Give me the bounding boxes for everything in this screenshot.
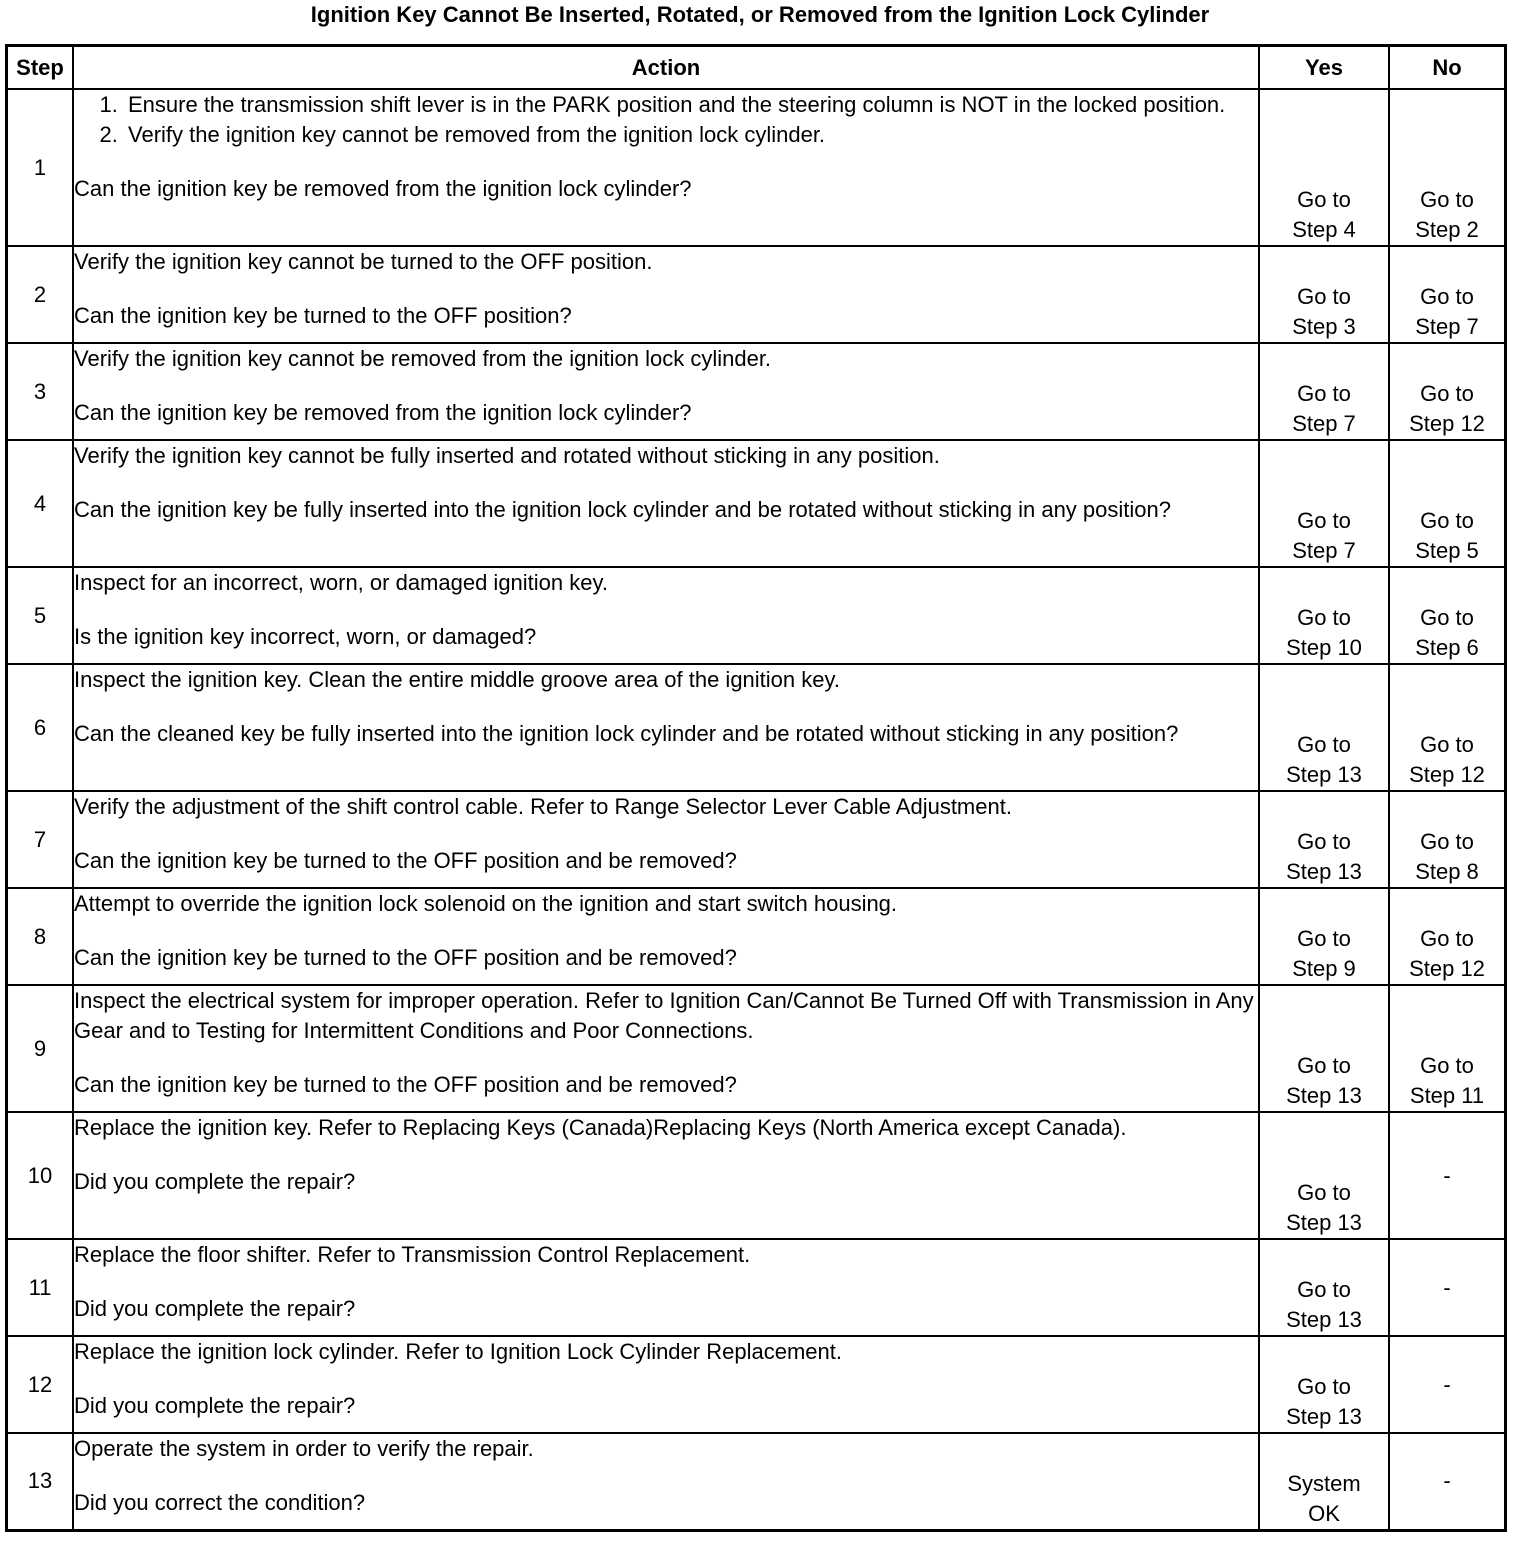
spacer xyxy=(74,695,1258,719)
step-number: 2 xyxy=(7,246,74,343)
action-question: Can the ignition key be removed from the ignition lock cylinder? xyxy=(74,176,692,201)
yes-result-line: Step 13 xyxy=(1286,1307,1362,1332)
action-question: Is the ignition key incorrect, worn, or damaged? xyxy=(74,624,537,649)
no-result-cell xyxy=(1389,664,1506,791)
yes-result-line: Step 13 xyxy=(1286,1210,1362,1235)
action-text: Verify the ignition key cannot be turned to the OFF position. xyxy=(74,249,653,274)
action-cell xyxy=(73,440,1259,567)
header-yes: Yes xyxy=(1259,46,1389,90)
yes-result-cell xyxy=(1259,664,1389,791)
yes-result-cell xyxy=(1259,567,1389,664)
action-question: Did you complete the repair? xyxy=(74,1393,356,1418)
yes-result-line: Step 13 xyxy=(1286,1083,1362,1108)
yes-result-line: Step 4 xyxy=(1292,217,1356,242)
action-cell xyxy=(73,1433,1259,1530)
spacer xyxy=(74,822,1258,846)
yes-result-line: Go to xyxy=(1297,1180,1351,1205)
no-result-line: Go to xyxy=(1420,926,1474,951)
table-row xyxy=(7,985,1506,1112)
yes-result-cell xyxy=(1259,791,1389,888)
spacer xyxy=(74,1367,1258,1391)
action-text: Inspect the ignition key. Clean the entire middle groove area of the ignition key. xyxy=(74,667,840,692)
no-result-line: - xyxy=(1443,1274,1451,1300)
action-cell xyxy=(73,985,1259,1112)
no-result-line: Step 6 xyxy=(1415,635,1479,660)
action-text: Operate the system in order to verify the repair. xyxy=(74,1436,534,1461)
spacer xyxy=(74,374,1258,398)
no-result-cell xyxy=(1389,246,1506,343)
action-text: Verify the ignition key cannot be removed from the ignition lock cylinder. xyxy=(74,346,772,371)
no-result-cell xyxy=(1389,791,1506,888)
table-row xyxy=(7,567,1506,664)
action-question: Can the ignition key be removed from the ignition lock cylinder? xyxy=(74,400,692,425)
yes-result-line: Go to xyxy=(1297,1277,1351,1302)
table-row xyxy=(7,343,1506,440)
yes-result-line: Go to xyxy=(1297,829,1351,854)
action-cell xyxy=(73,1112,1259,1239)
action-question: Can the ignition key be turned to the OFF position and be removed? xyxy=(74,848,737,873)
action-text: Replace the ignition key. Refer to Replacing Keys (Canada)Replacing Keys (North America except Canada). xyxy=(74,1115,1127,1140)
action-cell xyxy=(73,246,1259,343)
yes-result-line: Step 9 xyxy=(1292,956,1356,981)
no-result-line: Step 11 xyxy=(1409,1083,1485,1108)
action-text: Inspect for an incorrect, worn, or damaged ignition key. xyxy=(74,570,608,595)
table-row xyxy=(7,440,1506,567)
step-number: 10 xyxy=(7,1112,74,1239)
step-number: 1 xyxy=(7,89,74,246)
no-result-cell xyxy=(1389,89,1506,246)
action-cell xyxy=(73,664,1259,791)
action-step-item: 2. Verify the ignition key cannot be removed from the ignition lock cylinder. xyxy=(124,120,1258,150)
yes-result-cell xyxy=(1259,343,1389,440)
no-result-cell xyxy=(1389,888,1506,985)
no-result-line: - xyxy=(1443,1468,1451,1494)
table-row xyxy=(7,1336,1506,1433)
action-question: Can the ignition key be turned to the OFF position and be removed? xyxy=(74,1072,737,1097)
no-result-line: Step 8 xyxy=(1415,859,1479,884)
spacer xyxy=(74,277,1258,301)
no-result-line: Step 12 xyxy=(1409,411,1485,436)
no-result-cell xyxy=(1389,1112,1506,1239)
yes-result-line: Step 13 xyxy=(1286,859,1362,884)
action-cell xyxy=(73,888,1259,985)
spacer xyxy=(74,919,1258,943)
yes-result-cell xyxy=(1259,888,1389,985)
yes-result-cell xyxy=(1259,985,1389,1112)
table-row xyxy=(7,89,1506,246)
step-number: 5 xyxy=(7,567,74,664)
yes-result-line: Go to xyxy=(1297,926,1351,951)
no-result-line: Go to xyxy=(1420,829,1474,854)
yes-result-line: Step 13 xyxy=(1286,1404,1362,1429)
table-row xyxy=(7,888,1506,985)
no-result-cell xyxy=(1389,440,1506,567)
action-question: Did you correct the condition? xyxy=(74,1490,366,1515)
no-result-line: Go to xyxy=(1420,605,1474,630)
action-steps-list xyxy=(74,90,1258,150)
no-result-cell xyxy=(1389,567,1506,664)
action-question: Did you complete the repair? xyxy=(74,1169,356,1194)
action-question: Can the ignition key be turned to the OFF position? xyxy=(74,303,572,328)
action-question: Can the ignition key be fully inserted into the ignition lock cylinder and be rotated without sticking in any position? xyxy=(74,497,1171,522)
step-number: 7 xyxy=(7,791,74,888)
no-result-cell xyxy=(1389,985,1506,1112)
yes-result-cell xyxy=(1259,1112,1389,1239)
no-result-line: Step 12 xyxy=(1409,762,1485,787)
yes-result-line: System xyxy=(1287,1470,1361,1496)
header-action: Action xyxy=(73,46,1259,90)
step-number: 9 xyxy=(7,985,74,1112)
action-cell xyxy=(73,89,1259,246)
no-result-line: Go to xyxy=(1420,1053,1474,1078)
table-row xyxy=(7,246,1506,343)
yes-result-line: OK xyxy=(1308,1500,1340,1526)
no-result-line: Go to xyxy=(1420,732,1474,757)
spacer xyxy=(74,1046,1258,1070)
no-result-cell xyxy=(1389,1433,1506,1530)
no-result-line: Step 2 xyxy=(1415,217,1479,242)
yes-result-line: Step 3 xyxy=(1292,314,1356,339)
table-row xyxy=(7,664,1506,791)
yes-result-line: Go to xyxy=(1297,732,1351,757)
action-text: Attempt to override the ignition lock solenoid on the ignition and start switch housing. xyxy=(74,891,898,916)
no-result-line: Step 5 xyxy=(1415,538,1479,563)
action-cell xyxy=(73,1239,1259,1336)
yes-result-cell xyxy=(1259,440,1389,567)
action-text: Verify the ignition key cannot be fully inserted and rotated without sticking in any position. xyxy=(74,443,940,468)
yes-result-line: Step 7 xyxy=(1292,411,1356,436)
action-cell xyxy=(73,343,1259,440)
spacer xyxy=(74,598,1258,622)
no-result-line: Go to xyxy=(1420,284,1474,309)
no-result-cell xyxy=(1389,1239,1506,1336)
no-result-line: Go to xyxy=(1420,187,1474,212)
no-result-line: Step 12 xyxy=(1409,956,1485,981)
no-result-line: Go to xyxy=(1420,508,1474,533)
action-text: Verify the adjustment of the shift control cable. Refer to Range Selector Lever Cable Adjustment. xyxy=(74,794,1012,819)
action-text: Replace the ignition lock cylinder. Refer to Ignition Lock Cylinder Replacement. xyxy=(74,1339,842,1364)
yes-result-cell xyxy=(1259,1336,1389,1433)
yes-result-line: Go to xyxy=(1297,187,1351,212)
yes-result-cell xyxy=(1259,89,1389,246)
yes-result-line: Step 13 xyxy=(1286,762,1362,787)
action-text: Inspect the electrical system for improper operation. Refer to Ignition Can/Cannot Be Turned Off with Transmission in Any Gear and to Testing for Intermittent Conditions and Poor Connections. xyxy=(74,988,1254,1043)
page-title: Ignition Key Cannot Be Inserted, Rotated, or Removed from the Ignition Lock Cylinder xyxy=(310,2,1210,27)
spacer xyxy=(74,1464,1258,1488)
yes-result-cell xyxy=(1259,246,1389,343)
no-result-line: - xyxy=(1443,1162,1451,1188)
no-result-line: - xyxy=(1443,1371,1451,1397)
step-number: 13 xyxy=(7,1433,74,1530)
spacer xyxy=(74,150,1258,174)
spacer xyxy=(74,1143,1258,1167)
no-result-cell xyxy=(1389,1336,1506,1433)
action-cell xyxy=(73,791,1259,888)
yes-result-cell xyxy=(1259,1239,1389,1336)
table-header-row xyxy=(7,46,1506,90)
yes-result-line: Step 10 xyxy=(1286,635,1362,660)
step-number: 4 xyxy=(7,440,74,567)
spacer xyxy=(74,471,1258,495)
yes-result-line: Go to xyxy=(1297,1374,1351,1399)
action-text: Replace the floor shifter. Refer to Transmission Control Replacement. xyxy=(74,1242,751,1267)
action-question: Did you complete the repair? xyxy=(74,1296,356,1321)
action-step-item: 1. Ensure the transmission shift lever is in the PARK position and the steering column is NOT in the locked position. xyxy=(124,90,1258,120)
no-result-line: Step 7 xyxy=(1415,314,1479,339)
table-row xyxy=(7,1239,1506,1336)
header-no: No xyxy=(1389,46,1506,90)
yes-result-cell xyxy=(1259,1433,1389,1530)
table-body xyxy=(7,89,1506,1530)
no-result-cell xyxy=(1389,343,1506,440)
header-step: Step xyxy=(7,46,74,90)
spacer xyxy=(74,1270,1258,1294)
step-number: 3 xyxy=(7,343,74,440)
table-row xyxy=(7,1433,1506,1530)
step-number: 6 xyxy=(7,664,74,791)
diagnostic-table xyxy=(5,44,1507,1532)
yes-result-line: Go to xyxy=(1297,605,1351,630)
table-row xyxy=(7,791,1506,888)
yes-result-line: Go to xyxy=(1297,381,1351,406)
action-cell xyxy=(73,567,1259,664)
step-number: 12 xyxy=(7,1336,74,1433)
yes-result-line: Step 7 xyxy=(1292,538,1356,563)
table-row xyxy=(7,1112,1506,1239)
yes-result-line: Go to xyxy=(1297,1053,1351,1078)
no-result-line: Go to xyxy=(1420,381,1474,406)
step-number: 11 xyxy=(7,1239,74,1336)
yes-result-line: Go to xyxy=(1297,508,1351,533)
yes-result-line: Go to xyxy=(1297,284,1351,309)
action-cell xyxy=(73,1336,1259,1433)
action-question: Can the ignition key be turned to the OFF position and be removed? xyxy=(74,945,737,970)
step-number: 8 xyxy=(7,888,74,985)
action-question: Can the cleaned key be fully inserted into the ignition lock cylinder and be rotated without sticking in any position? xyxy=(74,721,1179,746)
